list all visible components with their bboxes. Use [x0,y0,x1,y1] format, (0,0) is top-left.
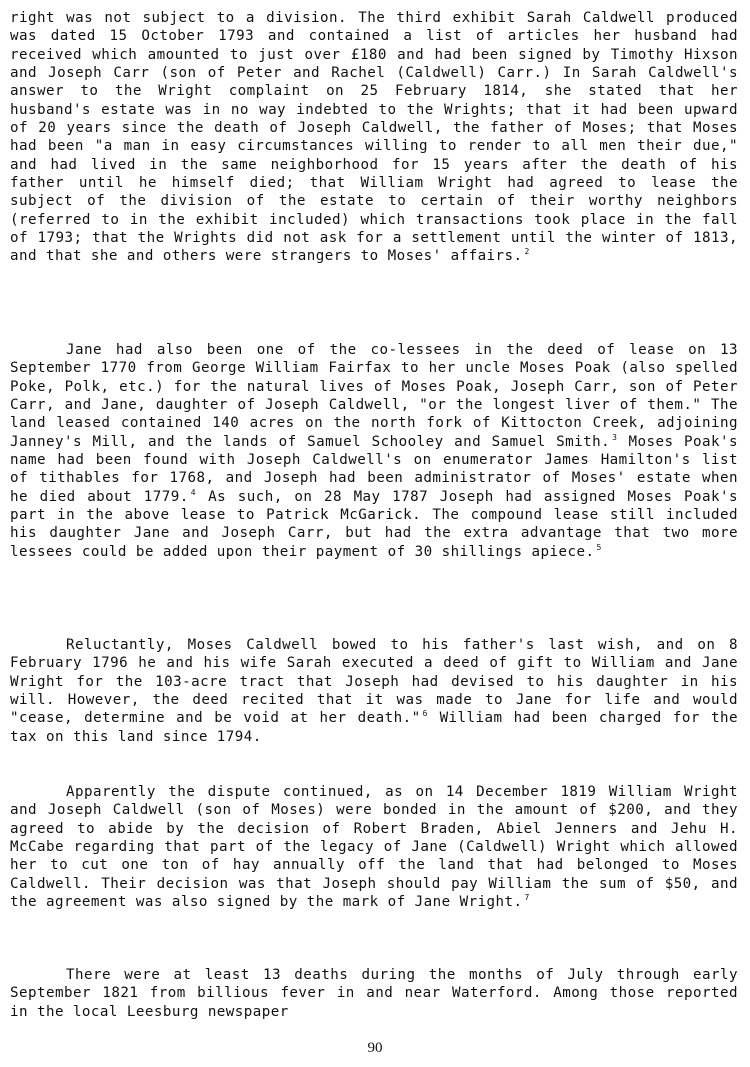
paragraph-text: right was not subject to a division. The third exhibit Sarah Caldwell produced was dated 15 October 1793 and contained a list of articles her husband had received which amounted to just over £180 and had been signed by Timothy Hixson and Joseph Carr (son of Peter and Rachel (Caldwell) Carr.) In Sarah Caldwell's answer to the Wright complaint on 25 February 1814, she stated that her husband's estate was in no way indebted to the Wrights; that it had been upward of 20 years since the death of Joseph Caldwell, the father of Moses; that Moses had been "a man in easy circumstances willing to render to all men their due," and had lived in the same neighborhood for 15 years after the death of his father until he himself died; that William Wright had agreed to lease the subject of the division of the estate to certain of their worthy neighbors (referred to in the exhibit included) which transactions took place in the fall of 1793; that the Wrights did not ask for a settlement until the winter of 1813, and that she and others were strangers to Moses' affairs. [10,10,738,265]
page-number: 90 [367,1040,383,1056]
paragraph-text: As such, on 28 May 1787 Joseph had assigned Moses Poak's part in the above lease to Patrick McGarick. The compound lease still included his daughter Jane and Joseph Carr, but had the extra advantage that two more lessees could be added upon their payment of 30 shillings apiece. [10,488,738,560]
paragraph-billious-fever [10,966,738,1021]
footnote-marker: 7 [524,893,530,903]
paragraph-text: Reluctantly, Moses Caldwell bowed to his father's last wish, and on 8 February 1796 he and his wife Sarah executed a deed of gift to William and Jane Wright for the 103-acre tract that Joseph had devised to his daughter in his will. However, the deed recited that it was made to Jane for life and would "cease, determine and be void at her death." [10,637,738,727]
paragraph-text: Moses Poak's name had been found with Joseph Caldwell's on enumerator James Hamilton's list of tithables for 1768, and Joseph had been administrator of Moses' estate when he died about 1779. [10,433,738,505]
footnote-marker: 5 [596,542,602,552]
paragraph-deed-of-gift [10,636,738,746]
paragraph-text: Apparently the dispute continued, as on 14 December 1819 William Wright and Joseph Caldwell (son of Moses) were bonded in the amount of $200, and they agreed to abide by the decision of Robert Braden, Abiel Jenners and Jehu H. McCabe regarding that part of the legacy of Jane (Caldwell) Wright which allowed her to cut one ton of hay annually off the land that had belonged to Moses Caldwell. Their decision was that Joseph should pay William the sum of $50, and the agreement was also signed by the mark of Jane Wright. [10,784,738,911]
paragraph-text: William had been charged for the tax on this land since 1794. [10,710,738,745]
paragraph-text: Jane had also been one of the co-lessees in the deed of lease on 13 September 1770 from George William Fairfax to her uncle Moses Poak (also spelled Poke, Polk, etc.) for the natural lives of Moses Poak, Joseph Carr, son of Peter Carr, and Jane, daughter of Joseph Caldwell, "or the longest liver of them." The land leased contained 140 acres on the north fork of Kittocton Creek, adjoining Janney's Mill, and the lands of Samuel Schooley and Samuel Smith. [10,342,738,450]
footnote-marker: 3 [612,432,617,442]
paragraph-deed-of-lease [10,341,738,561]
paragraph-sarah-caldwell-answer [10,9,738,266]
paragraph-dispute-continued [10,783,738,911]
footnote-marker: 2 [524,247,530,257]
paragraph-text: There were at least 13 deaths during the months of July through early September 1821 from billious fever in and near Waterford. Among those reported in the local Leesburg newspaper [10,967,738,1020]
footnote-marker: 4 [190,487,196,497]
footnote-marker: 6 [422,709,428,719]
